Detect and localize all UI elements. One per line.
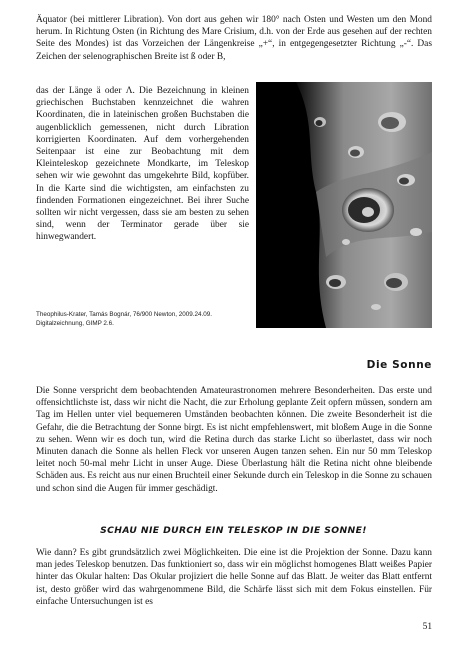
moon-surface-illustration — [256, 82, 432, 328]
crater-drawing-figure — [256, 82, 432, 328]
paragraph-sonne: Die Sonne verspricht dem beobachtenden Amateurastronomen mehrere Besonderheiten. Das erste und offensichtlichste ist, dass wir nicht die Nacht, die zur Erholung geplante Zeit opfern müssen, sondern am Tag im Hellen unter viel bequemeren Umständen beobachten können. Die zweite Besonderheit ist die Gefahr, die die Betrachtung der Sonne birgt. Es ist nicht empfehlenswert, mit bloßem Auge in die Sonne zu sehen. Wenn wir es doch tun, wird die Retina durch das starke Licht so überlastet, dass wir noch Minuten danach die Sonne als hellen Fleck vor unseren Augen tanzen sehen. Ein nur 50 mm Teleskop leitet noch 50-mal mehr Licht in unser Auge. Diese Überlastung hält die Retina nicht ohne bleibende Schäden aus. Es reicht aus nur einen Bruchteil einer Sekunde durch ein Teleskop in die Sonne zu schauen und schon sind die Augen für immer geschädigt. — [36, 386, 432, 494]
paragraph-left-column: das der Länge ä oder Λ. Die Bezeichnung in kleinen griechischen Buchstaben kennzeichnet die wahren Koordinaten, die in lateinischen großen Buchstaben die augenblicklich gemessenen, nicht durch Libration korrigierten Koordinaten. Auf dem vorhergehenden Seitenpaar ist eine zur Beobachtung mit dem Kleinteleskop gezeichnete Mondkarte, im Teleskop sehen wir wie gewohnt das umgekehrte Bild, kopfüber. In die Karte sind die wichtigsten, am einfachsten zu findenden Formationen eingezeichnet. Bei ihrer Suche sollten wir nicht vergessen, dass sie am besten zu sehen sind, wenn der Terminator gerade über sie hinwegwandert. — [36, 86, 249, 243]
warning-heading — [0, 525, 467, 536]
page-number: 51 — [422, 622, 432, 632]
paragraph-bottom: Wie dann? Es gibt grundsätzlich zwei Möglichkeiten. Die eine ist die Projektion der Sonne. Dazu kann man jedes Teleskop benutzen. Das funktioniert so, dass wir ein möglichst homogenes Blatt weißes Papier hinter das Okular halten: Das Okular projiziert die helle Sonne auf das Blatt. Je weiter das Blatt entfernt ist, desto größer wird das wahrgenommene Bild, die Schärfe lässt sich mit dem Fokus einstellen. Für einfache Untersuchungen ist es — [36, 548, 432, 607]
paragraph-top: Äquator (bei mittlerer Libration). Von dort aus gehen wir 180° nach Osten und Westen um den Mond herum. In Richtung Osten (in Richtung des Mare Crisium, d.h. von der Erde aus gesehen auf der rechten Seite des Mondes) ist das Vorzeichen der Längenkreise „+“, in entgegengesetzter Richtung „-“. Das Zeichen der selenographischen Breite ist ß oder B, — [36, 15, 432, 62]
warning-text: SCHAU NIE DURCH EIN TELESKOP IN DIE SONNE! — [100, 525, 367, 536]
section-heading: Die Sonne — [366, 359, 432, 371]
figure-caption: Theophilus-Krater, Tamás Bognár, 76/900 Newton, 2009.24.09. Digitalzeichnung, GIMP 2.6. — [36, 311, 212, 327]
